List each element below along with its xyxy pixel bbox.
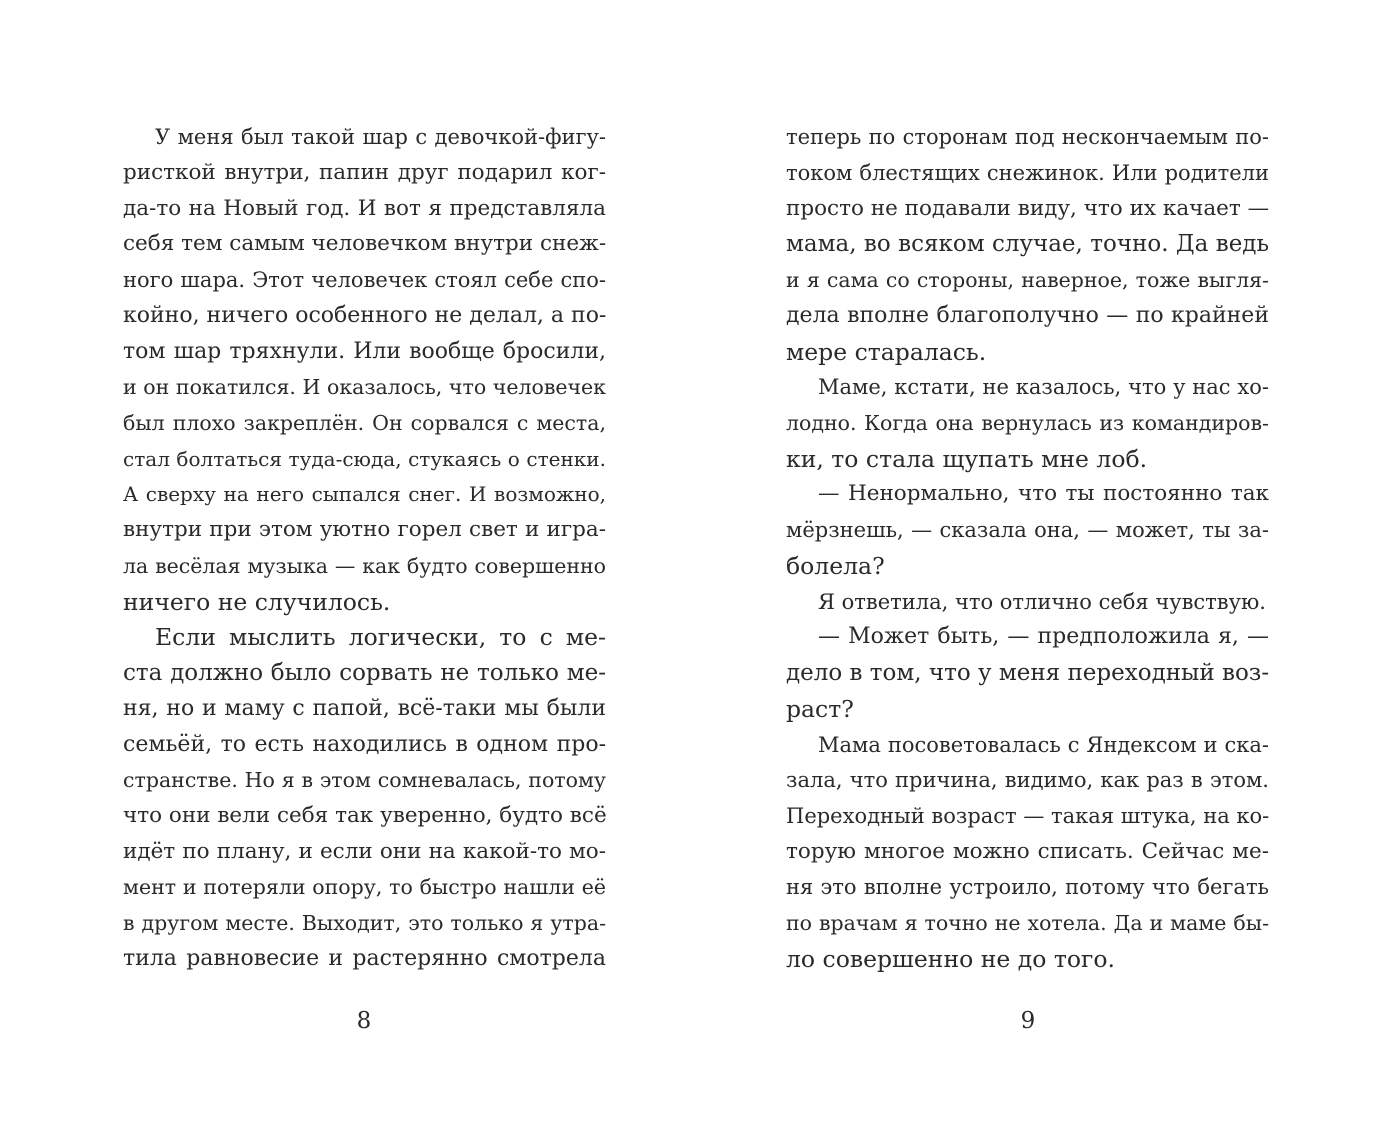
- text-line: внутри при этом уютно горел свет и игра-: [123, 517, 606, 542]
- text-line: мама, во всяком случае, точно. Да ведь: [786, 231, 1269, 257]
- text-line: А сверху на него сыпался снег. И возможно,: [123, 482, 606, 506]
- text-line: и я сама со стороны, наверное, тоже выгля-: [786, 268, 1269, 292]
- text-line: ки, то стала щупать мне лоб.: [786, 445, 1148, 473]
- text-line: дело в том, что у меня переходный воз-: [786, 660, 1270, 686]
- text-line: был плохо закреплён. Он сорвался с места,: [123, 411, 606, 435]
- text-line: стал болтаться туда-сюда, стукаясь о стенки.: [123, 447, 606, 471]
- text-line: семьёй, то есть находились в одном про-: [123, 732, 606, 757]
- text-line: мёрзнешь, — сказала она, — может, ты за-: [786, 518, 1269, 542]
- text-line: Переходный возраст — такая штука, на ко-: [786, 804, 1270, 828]
- text-line: током блестящих снежинок. Или родители: [786, 161, 1269, 185]
- text-line: ло совершенно не до того.: [786, 945, 1115, 973]
- text-line: ристкой внутри, папин друг подарил ког-: [123, 160, 606, 185]
- text-line: лодно. Когда она вернулась из командиров-: [786, 411, 1269, 435]
- text-line: койно, ничего особенного не делал, а по-: [123, 303, 607, 328]
- text-line: торую многое можно списать. Сейчас ме-: [786, 839, 1269, 864]
- text-line: Маме, кстати, не казалось, что у нас хо-: [818, 375, 1269, 399]
- text-line: да-то на Новый год. И вот я представляла: [123, 196, 606, 221]
- text-line: ничего не случилось.: [123, 588, 391, 616]
- text-line: ста должно было сорвать не только ме-: [123, 660, 606, 686]
- text-line: дела вполне благополучно — по крайней: [786, 303, 1269, 328]
- text-line: ного шара. Этот человечек стоял себе спо-: [123, 268, 606, 292]
- text-line: себя тем самым человечком внутри снеж-: [123, 231, 607, 256]
- text-line: в другом месте. Выходит, это только я утра-: [123, 911, 606, 935]
- text-line: что они вели себя так уверенно, будто всё: [123, 803, 607, 828]
- text-line: ня, но и маму с папой, всё-таки мы были: [123, 696, 606, 721]
- page-number: 9: [1020, 1008, 1036, 1034]
- text-line: Мама посоветовалась с Яндексом и ска-: [818, 733, 1269, 757]
- text-line: странстве. Но я в этом сомневалась, потому: [123, 768, 606, 792]
- text-line: Если мыслить логически, то с ме-: [155, 623, 606, 651]
- text-line: мент и потеряли опору, то быстро нашли её: [123, 875, 606, 899]
- text-line: том шар тряхнули. Или вообще бросили,: [123, 339, 606, 364]
- text-line: мере старалась.: [786, 338, 987, 366]
- text-line: и он покатился. И оказалось, что человечек: [123, 375, 606, 399]
- text-line: ня это вполне устроило, потому что бегать: [786, 875, 1269, 899]
- text-line: ла весёлая музыка — как будто совершенно: [123, 554, 606, 578]
- text-line: — Ненормально, что ты постоянно так: [818, 481, 1269, 506]
- text-line: по врачам я точно не хотела. Да и маме бы-: [786, 911, 1269, 935]
- text-line: раст?: [786, 695, 854, 723]
- text-line: теперь по сторонам под нескончаемым по-: [786, 125, 1269, 149]
- right-page: [696, 0, 1392, 1125]
- text-line: болела?: [786, 552, 885, 580]
- text-line: тила равновесие и растерянно смотрела: [123, 946, 606, 971]
- text-line: У меня был такой шар с девочкой-фигу-: [155, 125, 606, 149]
- text-line: — Может быть, — предположила я, —: [818, 624, 1269, 649]
- text-line: Я ответила, что отлично себя чувствую.: [818, 590, 1266, 614]
- page-number: 8: [356, 1008, 372, 1034]
- text-line: просто не подавали виду, что их качает —: [786, 196, 1270, 221]
- text-line: идёт по плану, и если они на какой-то мо-: [123, 839, 606, 864]
- text-line: зала, что причина, видимо, как раз в этом.: [786, 768, 1269, 792]
